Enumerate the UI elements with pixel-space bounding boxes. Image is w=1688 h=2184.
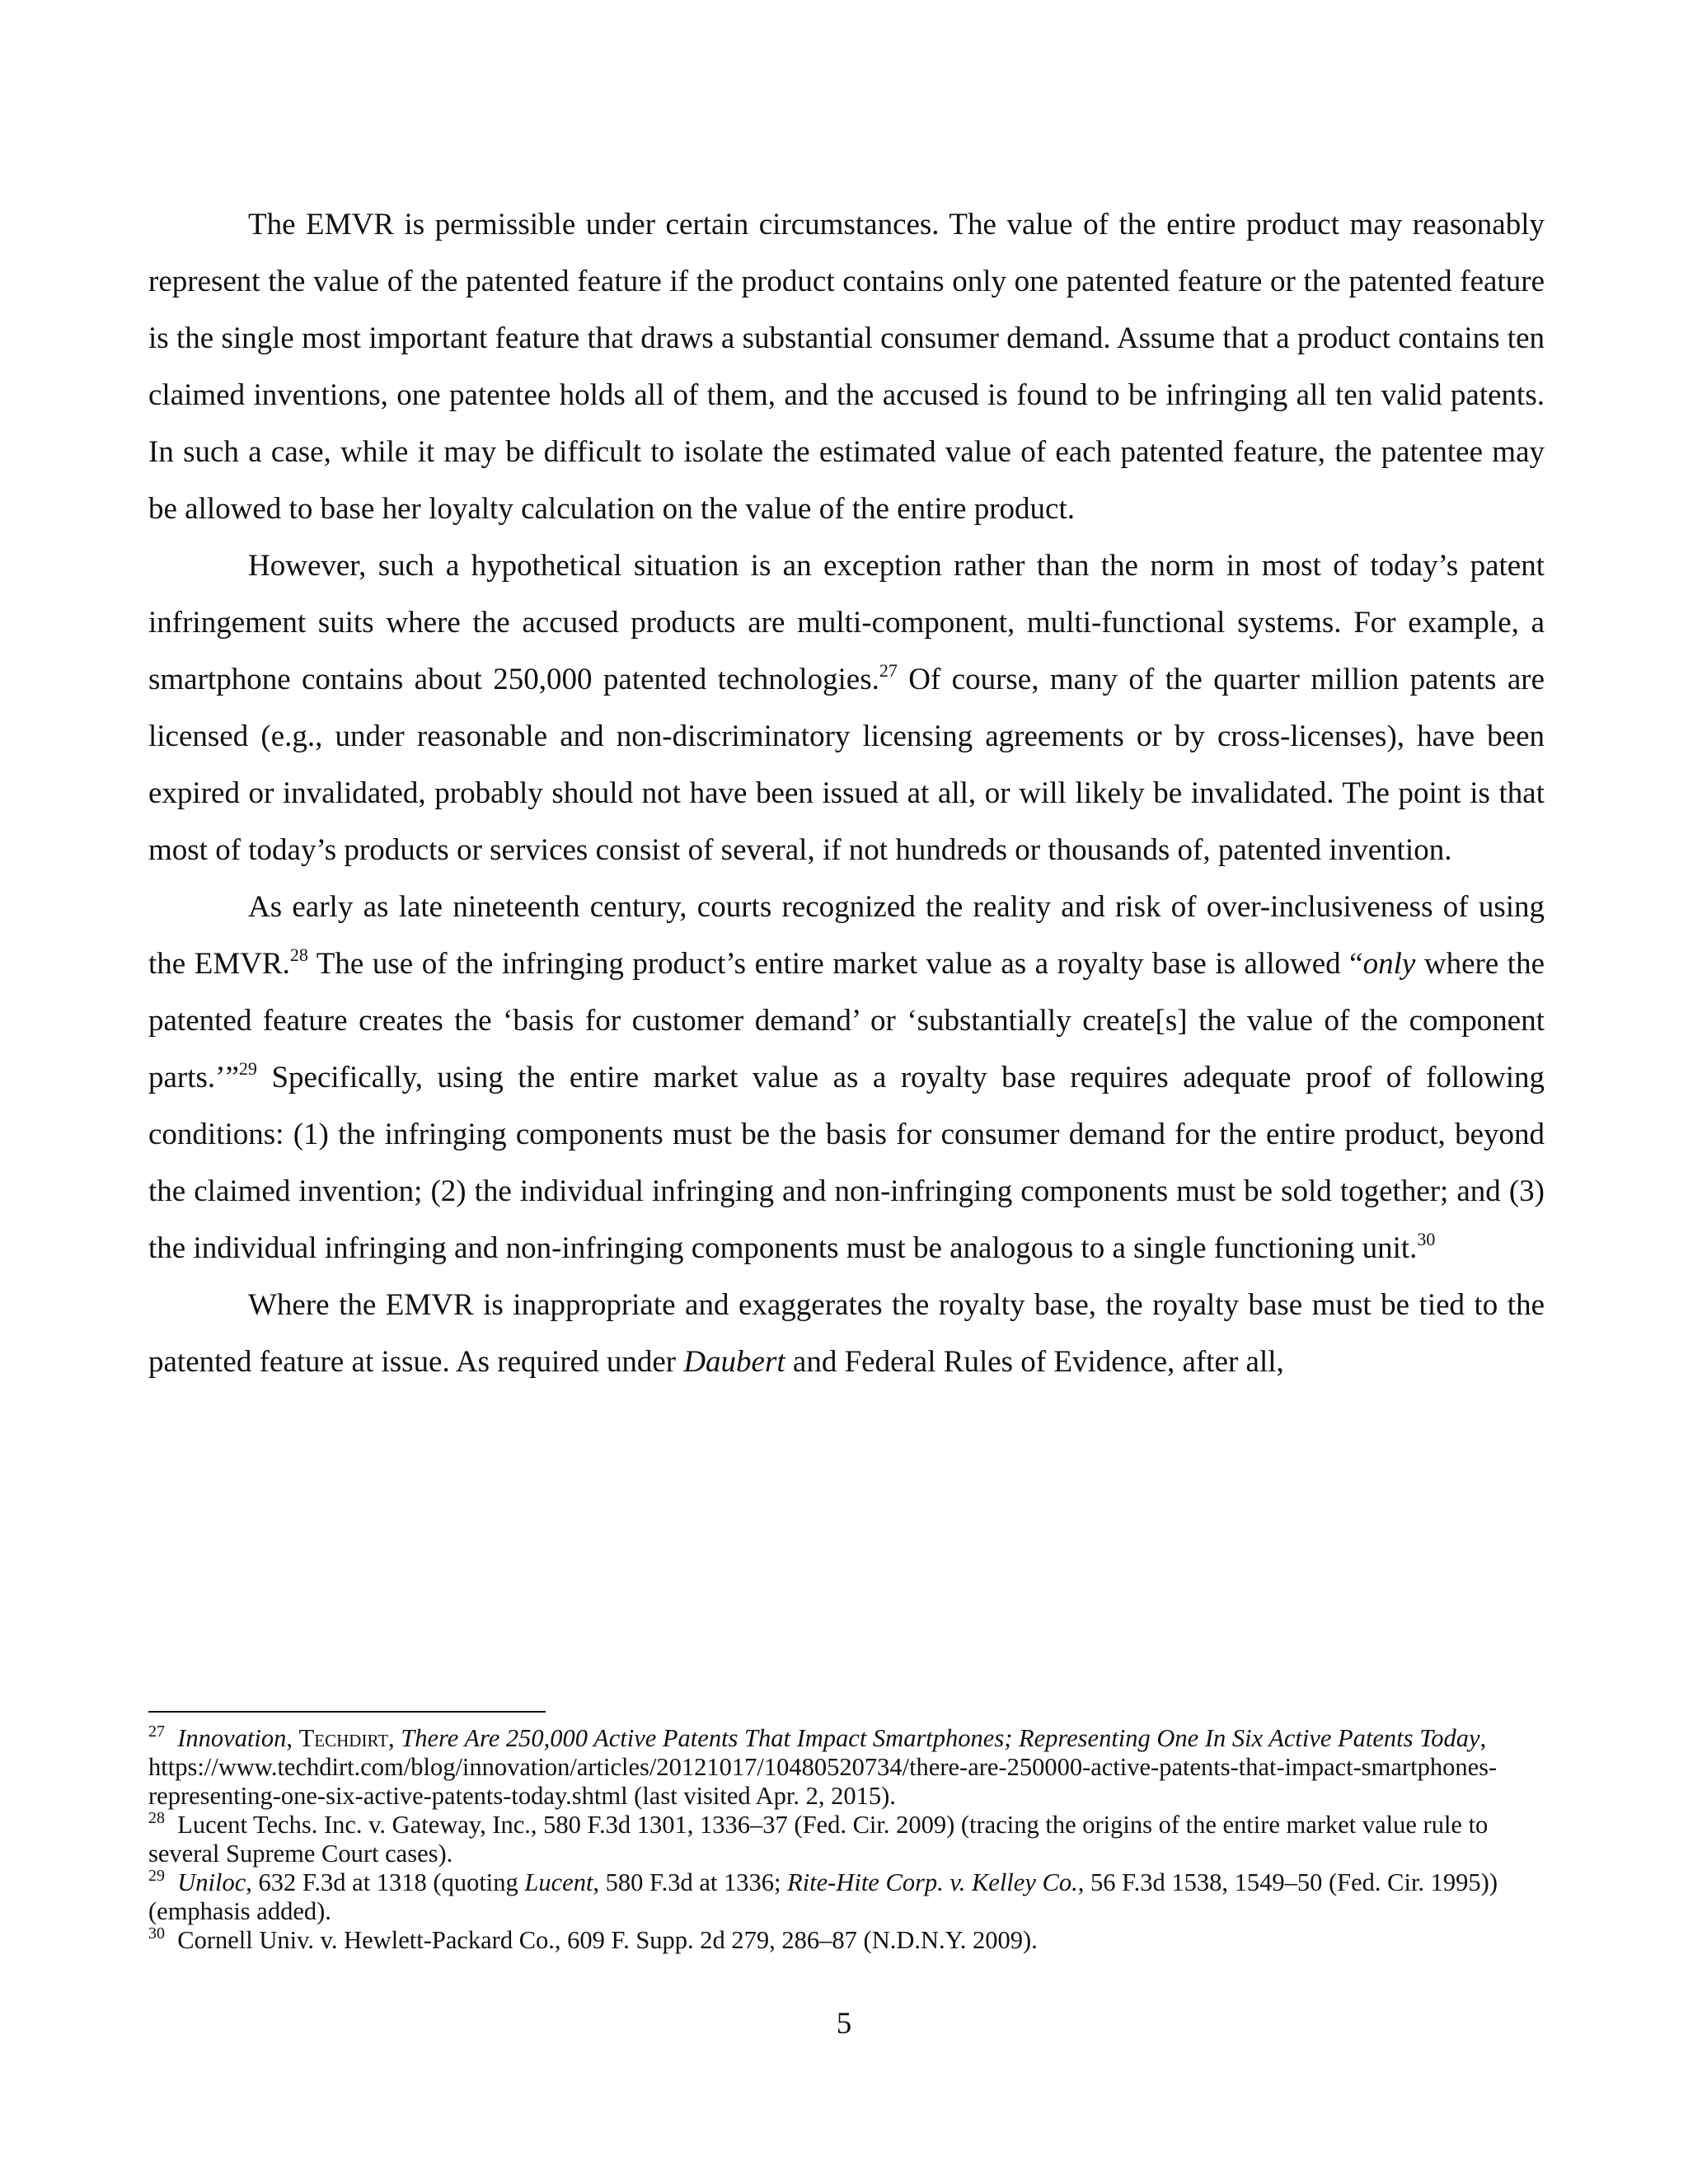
footnote-30-text: Cornell Univ. v. Hewlett-Packard Co., 609 F. Supp. 2d 279, 286–87 (N.D.N.Y. 2009). [177,1926,1038,1954]
footnote-29-text: , 632 F.3d at 1318 (quoting [246,1868,525,1896]
footnote-29 [148,1868,1545,1926]
paragraph-3-conditions: Specifically, using the entire market value as a royalty base requires adequate proof of following conditions: (1) the infringing components must be the basis for consumer demand for the entire product, beyond the claimed invention; (2) the individual infringing and non-infringing components must be sold together; and (3) the individual infringing and non-infringing components must be analogous to a single functioning unit. [148,1061,1545,1265]
footnote-27-publisher: Techdirt [298,1724,389,1752]
footnotes [148,1724,1545,1955]
footnote-27 [148,1724,1545,1811]
body-text [148,196,1545,1390]
footnote-29-case-3: Rite-Hite Corp. v. Kelley Co. [787,1868,1078,1896]
footnote-27-italic: Innovation [177,1724,287,1752]
footnote-30 [148,1926,1545,1955]
footnote-separator [148,1711,546,1713]
footnote-29-text-3: , 56 F.3d 1538, 1549–50 (Fed. Cir. 1995)) (emphasis added). [148,1868,1498,1925]
footnote-28 [148,1811,1545,1868]
paragraph-2 [148,537,1545,879]
footnote-number: 30 [148,1924,165,1943]
paragraph-3 [148,879,1545,1277]
footnote-ref-27: 27 [879,660,898,681]
case-name-daubert: Daubert [683,1345,785,1379]
page-number: 5 [836,2007,852,2041]
footnote-27-sep2: , [388,1724,401,1752]
footnote-ref-30: 30 [1417,1229,1436,1249]
paragraph-1 [148,196,1545,537]
footnote-27-article-title: There Are 250,000 Active Patents That Impact Smartphones; Representing One In Six Active Patents Today [401,1724,1480,1752]
footnote-number: 28 [148,1809,165,1827]
footnote-ref-28: 28 [289,944,308,965]
footnote-number: 29 [148,1867,165,1885]
footnote-29-case: Uniloc [177,1868,246,1896]
paragraph-3-text: As early as late nineteenth century, courts recognized the reality and risk of over-inclusiveness of using the EMVR. [148,890,1545,981]
paragraph-3-text-cont: The use of the infringing product’s entire market value as a royalty base is allowed “ [307,947,1363,981]
paragraph-2-text-cont: Of course, many of the quarter million patents are licensed (e.g., under reasonable and non-discriminatory licensing agreements or by cross-licenses), have been expired or invalidated, probably should not have been issued at all, or will likely be invalidated. The point is that most of today’s products or services consist of several, if not hundreds or thousands of, patented invention. [148,663,1545,867]
footnote-27-sep: , [286,1724,299,1752]
footnote-ref-29: 29 [238,1058,257,1079]
footnote-27-url: , https://www.techdirt.com/blog/innovation/articles/20121017/10480520734/there-are-250000-active-patents-that-impact-smartphones-representing-one-six-active-patents-today.shtml (last visited Apr. 2, 2015). [148,1724,1498,1810]
footnote-number: 27 [148,1722,165,1741]
footnote-29-case-2: Lucent [524,1868,593,1896]
paragraph-4-text-cont: and Federal Rules of Evidence, after all, [785,1345,1284,1379]
emphasis-only: only [1362,947,1416,981]
paragraph-1-text: The EMVR is permissible under certain circumstances. The value of the entire product may reasonably represent the value of the patented feature if the product contains only one patented feature or the patented feature is the single most important feature that draws a substantial consumer demand. Assume that a product contains ten claimed inventions, one patentee holds all of them, and the accused is found to be infringing all ten valid patents. In such a case, while it may be difficult to isolate the estimated value of each patented feature, the patentee may be allowed to base her loyalty calculation on the value of the entire product. [148,208,1545,526]
paragraph-4-text: Where the EMVR is inappropriate and exaggerates the royalty base, the royalty base must be tied to the patented feature at issue. As required under [148,1288,1545,1379]
footnote-28-text: Lucent Techs. Inc. v. Gateway, Inc., 580 F.3d 1301, 1336–37 (Fed. Cir. 2009) (tracing the origins of the entire market value rule to several Supreme Court cases). [148,1811,1489,1868]
paragraph-2-text: However, such a hypothetical situation is an exception rather than the norm in most of today’s patent infringement suits where the accused products are multi-component, multi-functional systems. For example, a smartphone contains about 250,000 patented technologies. [148,549,1545,696]
paragraph-4 [148,1277,1545,1390]
footnote-29-text-2: , 580 F.3d at 1336; [593,1868,788,1896]
paragraph-3-quote: where the patented feature creates the ‘basis for customer demand’ or ‘substantially create[s] the value of the component parts.’” [148,947,1545,1094]
